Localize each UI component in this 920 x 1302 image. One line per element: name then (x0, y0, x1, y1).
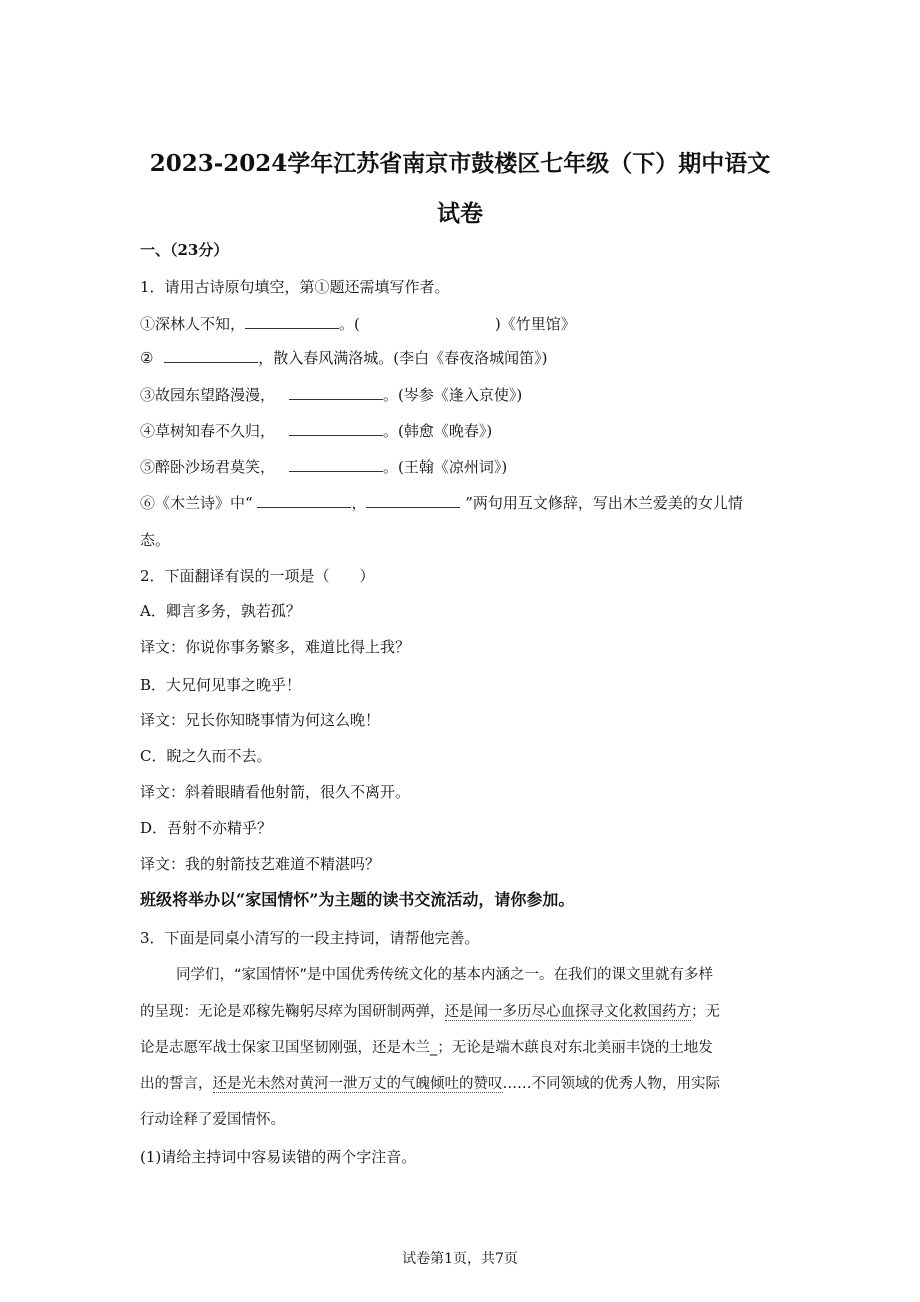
blank[interactable] (289, 457, 383, 472)
activity-heading: 班级将举办以“家国情怀”为主题的读书交流活动，请你参加。 (140, 890, 575, 909)
title-line1: 2023-2024学年江苏省南京市鼓楼区七年级（下）期中语文 (149, 150, 771, 177)
text: ①深林人不知， (140, 315, 246, 333)
text: ③故园东望路漫漫， (140, 386, 276, 404)
text: ”两句用互文修辞，写出木兰爱美的女儿情 (460, 494, 743, 512)
text: 的呈现：无论是邓稼先鞠躬尽瘁为国研制两弹， (140, 1004, 445, 1020)
q2-option-b-translation: 译文：兄长你知晓事情为何这么晚！ (140, 711, 381, 729)
q1-stem: 1．请用古诗原句填空，第①题还需填写作者。 (140, 278, 450, 296)
passage-line1: 同学们，“家国情怀”是中国优秀传统文化的基本内涵之一。在我们的课文里就有多样 (176, 967, 714, 983)
q3-sub1: (1)请给主持词中容易读错的两个字注音。 (140, 1148, 417, 1166)
passage-line4 (140, 1074, 720, 1094)
text: ② (140, 349, 159, 367)
q2-option-c-translation: 译文：斜着眼睛看他射箭，很久不离开。 (140, 783, 411, 801)
q2-stem: 2．下面翻译有误的一项是（ ） (140, 567, 375, 585)
q2-option-d-translation: 译文：我的射箭技艺难道不精湛吗？ (140, 855, 381, 873)
q2-option-a: A．卿言多务，孰若孤？ (140, 602, 301, 620)
blank[interactable] (289, 385, 383, 400)
q1-item4 (140, 421, 492, 441)
text: ；无 (691, 1004, 720, 1020)
passage-line2 (140, 1002, 720, 1022)
text: ⑤醉卧沙场君莫笑， (140, 458, 276, 476)
blank[interactable] (289, 421, 383, 436)
underlined-text: 还是光未然对黄河一泄万丈的气魄倾吐的赞叹 (212, 1076, 503, 1092)
q1-item1 (140, 314, 576, 334)
blank[interactable] (366, 493, 460, 508)
text: 。(韩愈《晚春》) (383, 422, 493, 440)
text: )《竹里馆》 (494, 315, 576, 333)
text: ④草树知春不久归， (140, 422, 276, 440)
passage-line3: 论是志愿军战士保家卫国坚韧刚强，还是木兰_；无论是端木蕻良对东北美丽丰饶的土地发 (140, 1040, 713, 1056)
text: 。(王翰《凉州词》) (383, 458, 508, 476)
title-line2: 试卷 (437, 200, 483, 227)
q2-option-a-translation: 译文：你说你事务繁多，难道比得上我？ (140, 638, 411, 656)
blank[interactable] (164, 348, 258, 363)
page-footer: 试卷第1页，共7页 (402, 1251, 518, 1267)
q1-item5 (140, 457, 507, 477)
text: ， (351, 494, 367, 512)
q1-item6 (140, 493, 743, 513)
q1-item6-cont: 态。 (140, 531, 171, 549)
passage-line5: 行动诠释了爱国情怀。 (140, 1112, 285, 1128)
text: 。(岑参《逢入京使》) (383, 386, 523, 404)
text: 出的誓言， (140, 1076, 213, 1092)
blank[interactable] (257, 493, 351, 508)
q2-option-d: D．吾射不亦精乎？ (140, 819, 273, 837)
text: ⑥《木兰诗》中“ (140, 494, 258, 512)
blank[interactable] (245, 314, 339, 329)
q2-option-c: C．睨之久而不去。 (140, 747, 272, 765)
q1-item2 (140, 348, 547, 368)
q2-option-b: B．大兄何见事之晚乎！ (140, 676, 302, 694)
text: ……不同领域的优秀人物，用实际 (502, 1076, 720, 1092)
text: ，散入春风满洛城。(李白《春夜洛城闻笛》) (258, 349, 548, 367)
q1-item3 (140, 385, 522, 405)
underlined-text: 还是闻一多历尽心血探寻文化救国药方 (444, 1004, 691, 1020)
section-heading: 一、（23分） (140, 241, 229, 259)
q3-stem: 3．下面是同桌小清写的一段主持词，请帮他完善。 (140, 929, 480, 947)
text: 。( (339, 315, 360, 333)
